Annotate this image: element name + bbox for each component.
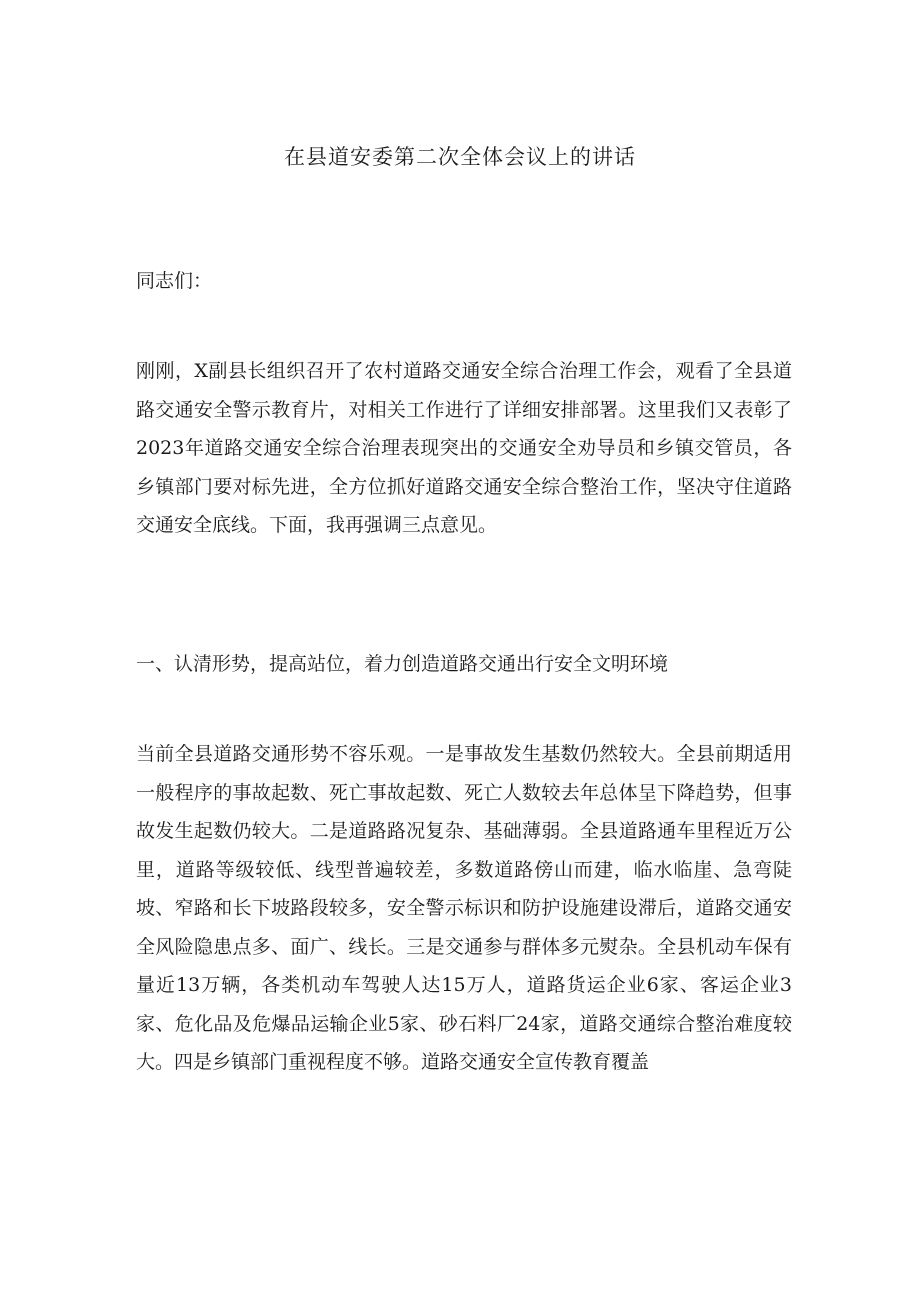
document-title: 在县道安委第二次全体会议上的讲话	[284, 145, 636, 169]
paragraph-intro: 刚刚，X副县长组织召开了农村道路交通安全综合治理工作会，观看了全县道路交通安全警示教育片，对相关工作进行了详细安排部署。这里我们又表彰了2023年道路交通安全综合治理表现突出的交通安全劝导员和乡镇交管员，各乡镇部门要对标先进，全方位抓好道路交通安全综合整治工作，坚决守住道路交通安全底线。下面，我再强调三点意见。	[136, 360, 792, 536]
section-heading-1: 一、认清形势，提高站位，着力创造道路交通出行安全文明环境	[136, 653, 669, 675]
salutation: 同志们：	[136, 270, 213, 292]
paragraph-situation: 当前全县道路交通形势不容乐观。一是事故发生基数仍然较大。全县前期适用一般程序的事故起数、死亡事故起数、死亡人数较去年总体呈下降趋势，但事故发生起数仍较大。二是道路路况复杂、基础薄弱。全县道路通车里程近万公里，道路等级较低、线型普遍较差，多数道路傍山而建，临水临崖、急弯陡坡、窄路和长下坡路段较多，安全警示标识和防护设施建设滞后，道路交通安全风险隐患点多、面广、线长。三是交通参与群体多元熨杂。全县机动车保有量近13万辆，各类机动车驾驶人达15万人，道路货运企业6家、客运企业3家、危化品及危爆品运输企业5家、砂石料厂24家，道路交通综合整治难度较大。四是乡镇部门重视程度不够。道路交通安全宣传教育覆盖	[136, 743, 792, 1073]
